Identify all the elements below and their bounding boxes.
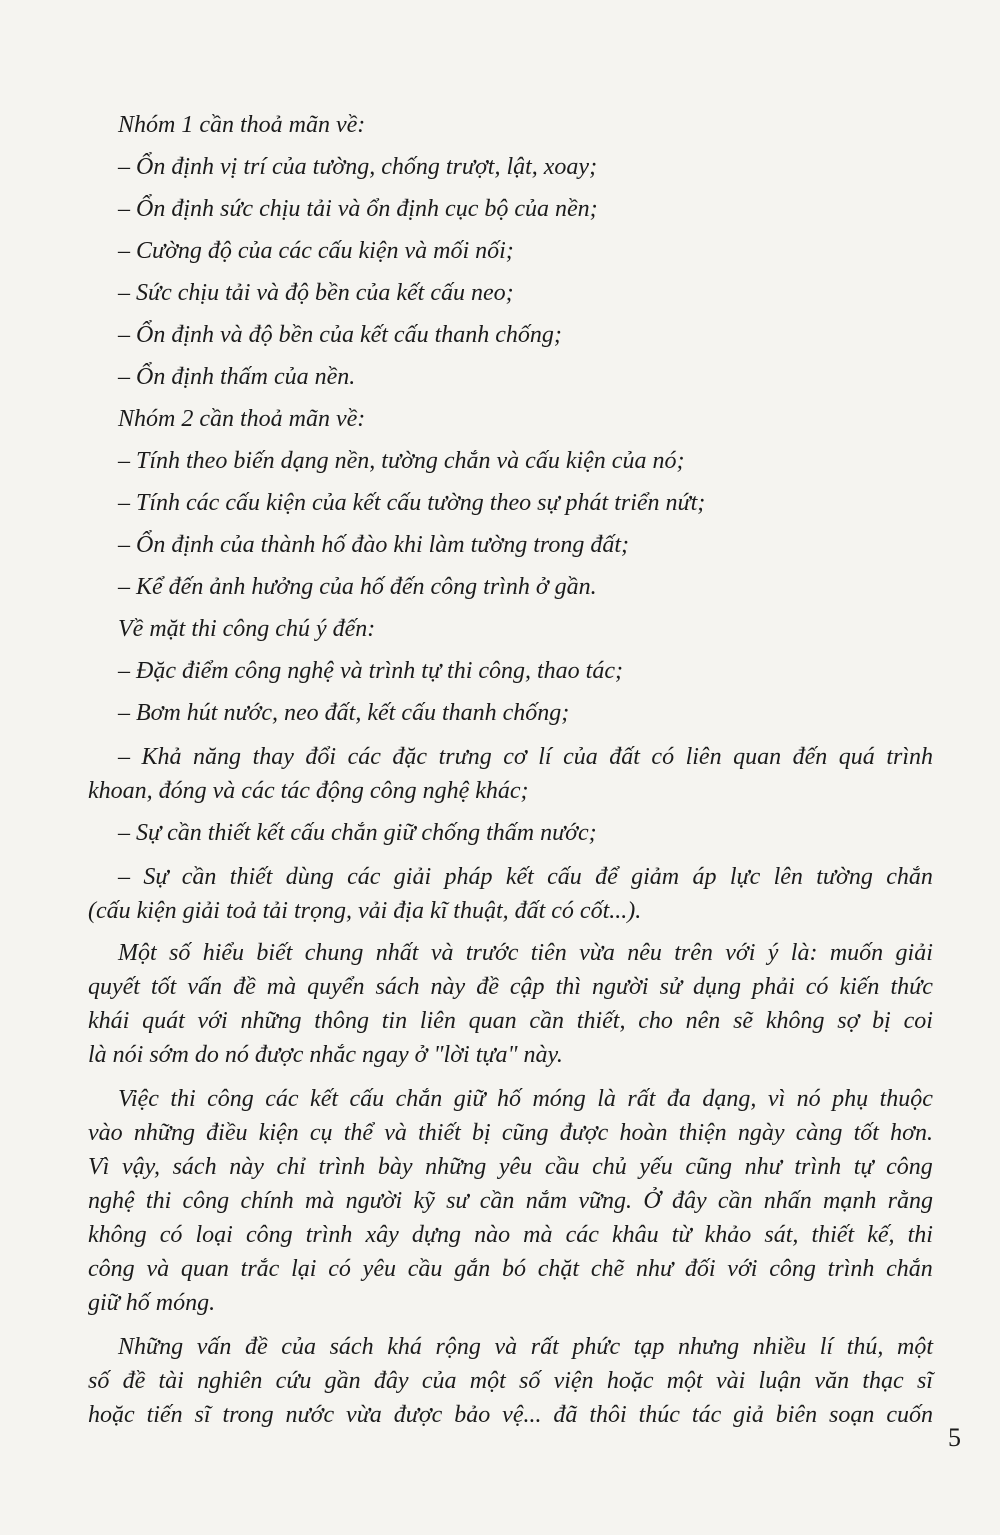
text-line: – Ổn định thấm của nền.: [118, 364, 356, 390]
text-line: – Tính các cấu kiện của kết cấu tường theo sự phát triển nứt;: [118, 490, 706, 516]
text-line: vào những điều kiện cụ thể và thiết bị cũng được hoàn thiện ngày càng tốt hơn.: [88, 1120, 933, 1146]
text-line: khái quát với những thông tin liên quan cần thiết, cho nên sẽ không sợ bị coi: [88, 1008, 933, 1034]
text-line: Nhóm 1 cần thoả mãn về:: [118, 112, 366, 138]
text-line: (cấu kiện giải toả tải trọng, vải địa kĩ thuật, đất có cốt...).: [88, 898, 642, 924]
text-line: – Ổn định của thành hố đào khi làm tường trong đất;: [118, 532, 629, 558]
text-line: – Bơm hút nước, neo đất, kết cấu thanh chống;: [118, 700, 570, 726]
text-line: – Sự cần thiết dùng các giải pháp kết cấu để giảm áp lực lên tường chắn: [118, 864, 933, 890]
text-line: – Kể đến ảnh hưởng của hố đến công trình ở gần.: [118, 574, 597, 600]
text-line: – Ổn định và độ bền của kết cấu thanh chống;: [118, 322, 562, 348]
text-line: Nhóm 2 cần thoả mãn về:: [118, 406, 366, 432]
text-line: Việc thi công các kết cấu chắn giữ hố móng là rất đa dạng, vì nó phụ thuộc: [118, 1086, 933, 1112]
text-line: – Sức chịu tải và độ bền của kết cấu neo;: [118, 280, 514, 306]
text-line: – Sự cần thiết kết cấu chắn giữ chống thấm nước;: [118, 820, 597, 846]
page-number: 5: [948, 1423, 961, 1452]
text-line: – Ổn định vị trí của tường, chống trượt, lật, xoay;: [118, 154, 598, 180]
text-line: là nói sớm do nó được nhắc ngay ở "lời tựa" này.: [88, 1042, 563, 1068]
text-line: – Cường độ của các cấu kiện và mối nối;: [118, 238, 514, 264]
text-line: Vì vậy, sách này chỉ trình bày những yêu cầu chủ yếu cũng như trình tự công: [88, 1154, 933, 1180]
text-line: Những vấn đề của sách khá rộng và rất phức tạp nhưng nhiều lí thú, một: [118, 1334, 933, 1360]
text-line: hoặc tiến sĩ trong nước vừa được bảo vệ... đã thôi thúc tác giả biên soạn cuốn: [88, 1402, 933, 1428]
text-line: giữ hố móng.: [88, 1290, 216, 1316]
text-line: – Ổn định sức chịu tải và ổn định cục bộ của nền;: [118, 196, 598, 222]
text-line: Về mặt thi công chú ý đến:: [118, 616, 376, 642]
text-line: quyết tốt vấn đề mà quyển sách này đề cập thì người sử dụng phải có kiến thức: [88, 974, 933, 1000]
text-line: – Đặc điểm công nghệ và trình tự thi công, thao tác;: [118, 658, 623, 684]
text-line: công và quan trắc lại có yêu cầu gắn bó chặt chẽ như đối với công trình chắn: [88, 1256, 933, 1282]
text-line: nghệ thi công chính mà người kỹ sư cần nắm vững. Ở đây cần nhấn mạnh rằng: [88, 1188, 933, 1214]
text-line: – Tính theo biến dạng nền, tường chắn và cấu kiện của nó;: [118, 448, 685, 474]
text-line: khoan, đóng và các tác động công nghệ khác;: [88, 778, 529, 804]
text-line: số đề tài nghiên cứu gần đây của một số viện hoặc một vài luận văn thạc sĩ: [88, 1368, 933, 1394]
text-line: Một số hiểu biết chung nhất và trước tiên vừa nêu trên với ý là: muốn giải: [118, 940, 933, 966]
text-line: – Khả năng thay đổi các đặc trưng cơ lí của đất có liên quan đến quá trình: [118, 744, 933, 770]
text-line: không có loại công trình xây dựng nào mà các khâu từ khảo sát, thiết kế, thi: [88, 1222, 933, 1248]
